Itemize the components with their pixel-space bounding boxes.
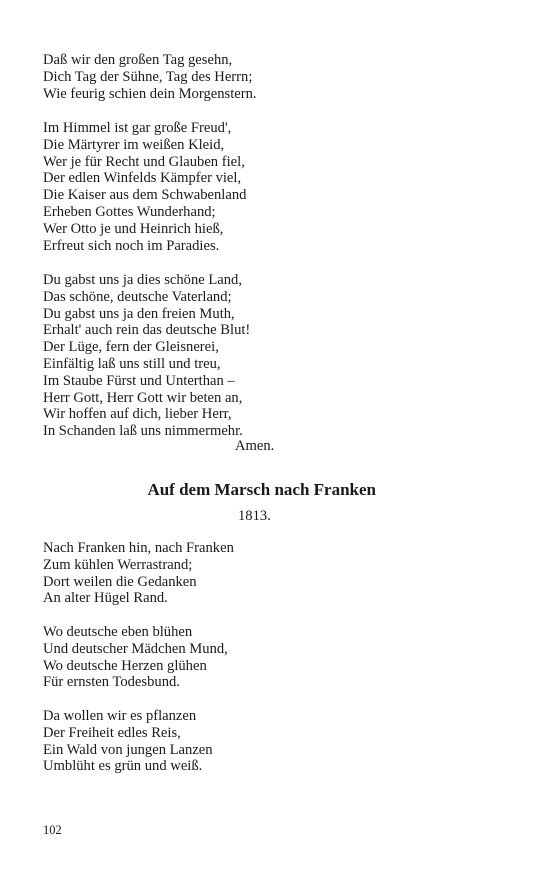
verse-line: Dich Tag der Sühne, Tag des Herrn; [43, 68, 253, 85]
poem-title [0, 480, 510, 500]
verse-line: Erheben Gottes Wunderhand; [43, 203, 216, 220]
poem-year: 1813. [238, 508, 271, 524]
verse-line: Du gabst uns ja dies schöne Land, [43, 272, 243, 288]
verse-line: Der Lüge, fern der Gleisnerei, [43, 339, 219, 356]
verse-line: Da wollen wir es pflanzen [43, 708, 197, 724]
verse-line: Das schöne, deutsche Vaterland; [43, 288, 232, 305]
stanza [43, 624, 228, 691]
verse-line: Dort weilen die Gedanken [43, 573, 197, 590]
verse-line: In Schanden laß uns nimmermehr. [43, 423, 243, 440]
verse-line: Der Freiheit edles Reis, [43, 724, 181, 741]
verse-line: Der edlen Winfelds Kämpfer viel, [43, 170, 242, 187]
verse-line: Ein Wald von jungen Lanzen [43, 741, 213, 758]
verse-line: Im Himmel ist gar große Freud', [43, 120, 232, 136]
verse-line: Du gabst uns ja den freien Muth, [43, 305, 235, 322]
verse-line: Herr Gott, Herr Gott wir beten an, [43, 389, 243, 406]
verse-line: Wer Otto je und Heinrich hieß, [43, 220, 224, 237]
verse-line: Für ernsten Todesbund. [43, 674, 180, 691]
verse-line: Wo deutsche eben blühen [43, 624, 193, 640]
verse-line: Umblüht es grün und weiß. [43, 758, 203, 775]
verse-line: Die Kaiser aus dem Schwabenland [43, 187, 247, 204]
verse-line: Und deutscher Mädchen Mund, [43, 640, 228, 657]
verse-line: Wer je für Recht und Glauben fiel, [43, 153, 245, 170]
verse-line: Die Märtyrer im weißen Kleid, [43, 136, 225, 153]
verse-line: Erfreut sich noch im Paradies. [43, 237, 220, 254]
stanza [43, 120, 246, 254]
verse-line: Im Staube Fürst und Unterthan – [43, 372, 235, 389]
verse-line: Einfältig laß uns still und treu, [43, 355, 221, 372]
stanza [43, 540, 234, 607]
poem-title-text: Auf dem Marsch nach Franken [147, 480, 376, 499]
verse-line: Zum kühlen Werrastrand; [43, 556, 193, 573]
verse-line: Nach Franken hin, nach Franken [43, 540, 234, 556]
page-number: 102 [43, 823, 62, 837]
verse-line: Erhalt' auch rein das deutsche Blut! [43, 322, 251, 339]
stanza [43, 708, 213, 775]
verse-line: An alter Hügel Rand. [43, 590, 168, 607]
verse-line: Wir hoffen auf dich, lieber Herr, [43, 406, 232, 423]
stanza [43, 272, 250, 440]
verse-line: Daß wir den großen Tag gesehn, [43, 52, 233, 68]
closing-amen: Amen. [235, 438, 275, 454]
stanza [43, 52, 257, 102]
verse-line: Wie feurig schien dein Morgenstern. [43, 85, 257, 102]
verse-line: Wo deutsche Herzen glühen [43, 657, 207, 674]
